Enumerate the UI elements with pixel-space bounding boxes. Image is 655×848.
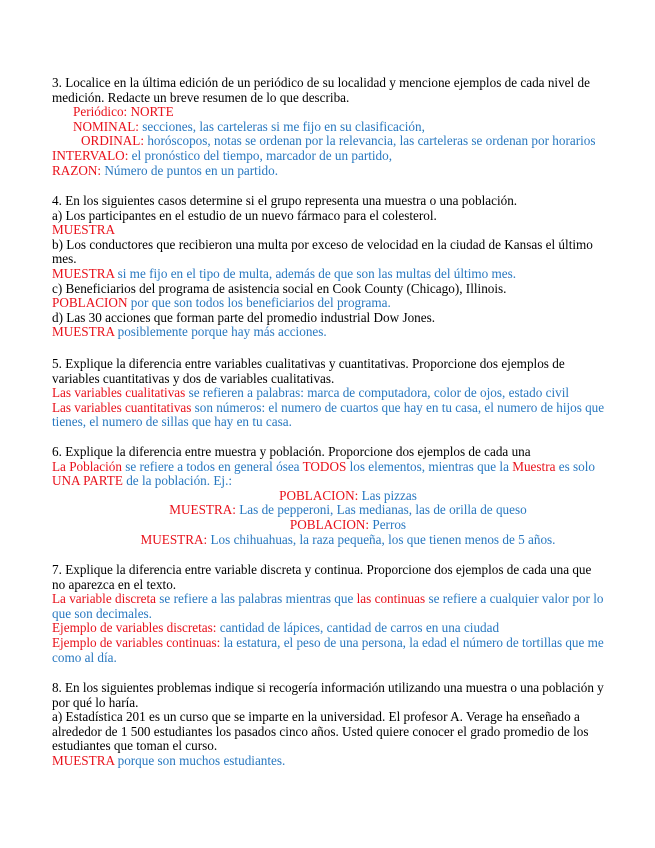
question-4-d-answer-line <box>52 325 604 340</box>
example-muestra-perros <box>52 533 604 548</box>
razon-label: RAZON: <box>52 162 102 178</box>
example-label: POBLACION: <box>289 516 370 532</box>
discretas-text: cantidad de lápices, cantidad de carros en una ciudad <box>216 620 500 636</box>
question-4 <box>52 194 604 340</box>
muestra-term: Muestra <box>512 458 556 474</box>
question-5-prompt-cont: variables cuantitativas y dos de variables cualitativas. <box>52 370 335 386</box>
discretas-label: Ejemplo de variables discretas: <box>52 620 217 636</box>
una-parte-term: UNA PARTE <box>52 473 123 489</box>
question-4-b-answer: MUESTRA <box>52 265 115 281</box>
razon-text: Número de puntos en un partido. <box>101 162 278 178</box>
razon-line <box>52 164 604 179</box>
continuas-term: las continuas <box>356 591 426 607</box>
question-3 <box>52 76 604 178</box>
question-4-c-answer-line <box>52 296 604 311</box>
example-poblacion-pizzas <box>52 489 604 504</box>
cualitativas-label: Las variables cualitativas <box>52 385 186 401</box>
question-4-b-note: si me fijo en el tipo de multa, además de que son las multas del último mes. <box>114 265 517 281</box>
question-8-a-cont-2: estudiantes que toman el curso. <box>52 738 218 754</box>
question-8 <box>52 681 604 769</box>
nominal-text: secciones, las carteleras si me fijo en su clasificación, <box>138 118 425 134</box>
ordinal-label: ORDINAL: <box>81 133 145 149</box>
continuas-example-line <box>52 636 604 651</box>
nominal-label: NOMINAL: <box>73 118 139 134</box>
cualitativas-line <box>52 386 604 401</box>
question-4-b: b) Los conductores que recibieron una multa por exceso de velocidad en la ciudad de Kansas el último <box>52 236 593 252</box>
question-6-answer-line-1 <box>52 460 604 475</box>
question-8-a-cont: alrededor de 1 500 estudiantes los pasados cinco años. Usted quiere conocer el grado promedio de los <box>52 723 589 739</box>
question-4-d-answer: MUESTRA <box>52 324 115 340</box>
answer-text: los elementos, mientras que la <box>346 458 513 474</box>
question-6-answer-line-2 <box>52 474 604 489</box>
cuantitativas-text: son números: el numero de cuartos que hay en tu casa, el numero de hijos que <box>191 399 605 415</box>
cuantitativas-line <box>52 401 604 416</box>
cuantitativas-label: Las variables cuantitativas <box>52 399 192 415</box>
ordinal-text: horóscopos, notas se ordenan por la relevancia, las carteleras se ordenan por horarios <box>144 133 596 149</box>
question-4-d: d) Las 30 acciones que forman parte del promedio industrial Dow Jones. <box>52 309 436 325</box>
question-4-d-note: posiblemente porque hay más acciones. <box>114 324 327 340</box>
question-8-prompt-cont: por qué lo haría. <box>52 694 139 710</box>
intervalo-line <box>52 149 604 164</box>
answer-text: se refiere a las palabras mientras que <box>155 591 357 607</box>
question-4-b-cont: mes. <box>52 251 77 267</box>
example-text: Perros <box>369 516 407 532</box>
answer-text: se refiere a todos en general ósea <box>121 458 303 474</box>
continuas-label: Ejemplo de variables continuas: <box>52 634 221 650</box>
todos-term: TODOS <box>302 458 347 474</box>
cuantitativas-text-cont: tienes, el numero de sillas que hay en tu casa. <box>52 414 292 430</box>
question-4-c-note: por que son todos los beneficiarios del programa. <box>127 295 391 311</box>
nominal-line <box>52 120 604 135</box>
question-3-prompt-cont: medición. Redacte un breve resumen de lo que describa. <box>52 89 350 105</box>
example-text: Las pizzas <box>358 487 417 503</box>
example-label: MUESTRA: <box>140 531 208 547</box>
question-4-c: c) Beneficiarios del programa de asistencia social en Cook County (Chicago), Illinois. <box>52 280 507 296</box>
discretas-example-line <box>52 621 604 636</box>
question-8-a: a) Estadística 201 es un curso que se imparte en la universidad. El profesor A. Verage ha enseñado a <box>52 709 580 725</box>
question-5-prompt: 5. Explique la diferencia entre variables cualitativas y cuantitativas. Proporcione dos ejemplos de <box>52 356 565 371</box>
discreta-term: La variable discreta <box>52 591 156 607</box>
question-7-prompt: 7. Explique la diferencia entre variable discreta y continua. Proporcione dos ejemplos de cada una que <box>52 562 592 577</box>
answer-text: se refiere a cualquier valor por lo <box>425 591 604 607</box>
answer-text: de la población. Ej.: <box>122 473 233 489</box>
question-7-answer-line-1 <box>52 592 604 607</box>
question-7-answer-line-2: que son decimales. <box>52 605 152 621</box>
question-3-prompt: 3. Localice en la última edición de un periódico de su localidad y mencione ejemplos de cada nivel de <box>52 75 590 90</box>
cualitativas-text: se refieren a palabras: marca de computadora, color de ojos, estado civil <box>185 385 570 401</box>
question-8-a-note: porque son muchos estudiantes. <box>114 752 286 768</box>
continuas-text: la estatura, el peso de una persona, la edad el número de tortillas que me <box>220 634 604 650</box>
question-4-a: a) Los participantes en el estudio de un nuevo fármaco para el colesterol. <box>52 207 437 223</box>
answer-text: es solo <box>555 458 596 474</box>
question-7 <box>52 563 604 665</box>
continuas-text-cont: como al día. <box>52 649 117 665</box>
question-6 <box>52 445 604 547</box>
example-label: MUESTRA: <box>169 502 236 518</box>
question-4-c-answer: POBLACION <box>52 295 128 311</box>
example-text: Las de pepperoni, Las medianas, las de orilla de queso <box>235 502 527 518</box>
question-6-prompt: 6. Explique la diferencia entre muestra y población. Proporcione dos ejemplos de cada una <box>52 444 531 459</box>
example-label: POBLACION: <box>279 487 359 503</box>
question-5 <box>52 357 604 430</box>
example-poblacion-perros <box>52 518 604 533</box>
question-8-a-answer-line <box>52 754 604 769</box>
poblacion-term: La Población <box>52 458 122 474</box>
question-4-prompt: 4. En los siguientes casos determine si el grupo representa una muestra o una población. <box>52 193 518 208</box>
question-4-a-answer: MUESTRA <box>52 222 116 238</box>
periodico-line: Periódico: NORTE <box>73 104 174 120</box>
question-7-prompt-cont: no aparezca en el texto. <box>52 576 177 592</box>
question-8-a-answer: MUESTRA <box>52 752 115 768</box>
ordinal-line <box>52 134 604 149</box>
example-muestra-pizzas <box>52 503 604 518</box>
question-8-prompt: 8. En los siguientes problemas indique si recogería información utilizando una muestra o una población y <box>52 680 604 695</box>
intervalo-label: INTERVALO: <box>52 147 129 163</box>
intervalo-text: el pronóstico del tiempo, marcador de un partido, <box>128 147 393 163</box>
example-text: Los chihuahuas, la raza pequeña, los que tienen menos de 5 años. <box>207 531 556 547</box>
question-4-b-answer-line <box>52 267 604 282</box>
